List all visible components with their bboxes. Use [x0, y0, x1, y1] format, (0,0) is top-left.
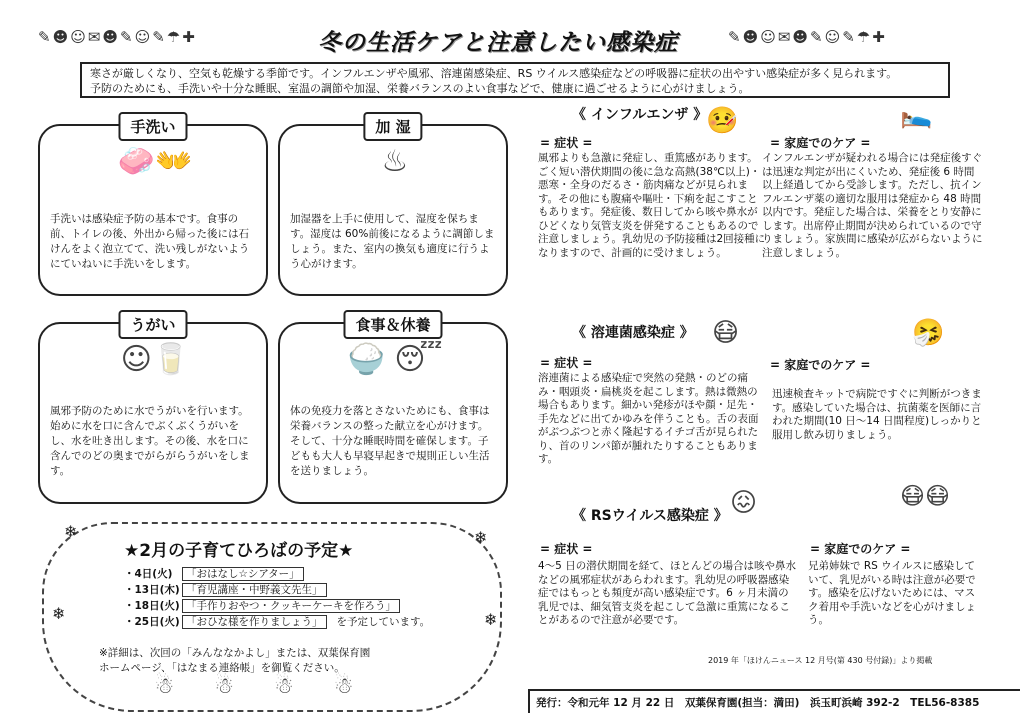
coughing-boy-illustration: 😖	[730, 488, 758, 518]
intro-line-1: 寒さが厳しくなり、空気も乾燥する季節です。インフルエンザや風邪、溶連菌感染症、RS ウイルス感染症などの呼吸器に症状の出やすい感染症が多く見られます。	[90, 67, 898, 80]
rsv-care-text: 兄弟姉妹で RS ウイルスに感染していて、乳児がいる時は注意が必要です。感染を広げないためには、マスク着用や手洗いなどを心がけましょう。	[808, 560, 976, 626]
schedule-title: ★2月の子育てひろばの予定★	[124, 541, 354, 561]
strep-care-label: = 家庭でのケア =	[770, 358, 871, 372]
influenza-care-text: インフルエンザが疑われる場合には発症後すぐは迅速な判定が出にくいため、発症後 6 時間以上経過してから受診します。ただし、抗インフルエンザ薬の適切な服用は発症から 48 時間以内です。発症した場合は、栄養をとり安静にします。出席停止期間が決められているので守りましょう。家族間に感染が広がらないように注意しましょう。	[762, 152, 983, 259]
masked-family-illustration: 😷😷	[900, 482, 951, 510]
schedule-panel	[42, 522, 502, 712]
schedule-suffix: を予定しています。	[336, 616, 431, 628]
strep-care-text: 迅速検査キットで病院ですぐに判断がつきます。感染していた場合は、抗菌薬を医師に言われた期間(10 日〜14 日間程度)しっかりと服用し飲み切りましょう。	[772, 388, 982, 441]
humidifier-illustration: ♨	[381, 144, 409, 179]
influenza-symptoms-label: = 症状 =	[540, 136, 593, 150]
intro-line-2: 予防のためにも、手洗いや十分な睡眠、室温の調節や加湿、栄養バランスのよい食事などで、健康に過ごせるように心がけましょう。	[90, 82, 750, 95]
influenza-title: 《 インフルエンザ 》	[572, 107, 708, 123]
publisher-footer: 発行：令和元年 12 月 22 日 双葉保育園(担当：満田) 浜玉町浜崎 392-2 TEL56-8385	[528, 689, 1020, 713]
influenza-care-label: = 家庭でのケア =	[770, 136, 871, 150]
schedule-item: ・18日(火) 「手作りおやつ・クッキーケーキを作ろう」	[124, 598, 400, 613]
meal-and-sleep-illustration: 🍚 😴	[347, 342, 443, 377]
coughing-child-illustration: 😷	[712, 318, 740, 348]
gargle-heading: うがい	[118, 310, 187, 339]
humidify-box	[278, 118, 508, 296]
meal-rest-text: 体の免疫力を落とさないためにも、食事は栄養バランスの整った献立を心がけます。そして、十分な睡眠時間を確保します。子どもも大人も早寝早起きで規則正しい生活を送りましょう。	[290, 405, 490, 477]
handwash-heading: 手洗い	[118, 112, 187, 141]
rsv-title: 《 RSウイルス感染症 》	[572, 508, 728, 524]
strep-title: 《 溶連菌感染症 》	[572, 325, 694, 341]
resting-child-illustration: 🛌	[900, 100, 933, 130]
snowflake-icon: ❄	[52, 604, 66, 623]
rsv-symptoms-text: 4〜5 日の潜伏期間を経て、ほとんどの場合は咳や鼻水などの風邪症状があらわれます。乳幼児の呼吸器感染症ではもっとも頻度が高い感染症です。6 ヶ月未満の乳児では、細気管支炎を起こして急激に重篤になることがあるので注意が必要です。	[538, 560, 796, 626]
intro-box	[80, 62, 950, 98]
schedule-item: ・25日(火) 「おひな様を作りましょう」 を予定しています。	[124, 616, 431, 628]
schedule-note	[99, 646, 370, 676]
humidify-text: 加湿器を上手に使用して、湿度を保ちます。湿度は 60%前後になるように調節しましょう。また、室内の換気も適度に行うよう心がけます。	[290, 213, 495, 270]
header-decoration-right: ✎☻☺✉☻✎☺✎☂✚	[728, 28, 887, 46]
sick-child-illustration: 🤒	[706, 106, 739, 136]
header-decoration-left: ✎☻☺✉☻✎☺✎☂✚	[38, 28, 197, 46]
gargling-child-illustration: ☺🥛	[120, 342, 190, 377]
schedule-item: ・4日(火) 「おはなし☆シアター」	[124, 566, 304, 581]
strep-symptoms-label: = 症状 =	[540, 356, 593, 370]
schedule-item: ・13日(木) 「育児講座・中野義文先生」	[124, 582, 327, 597]
schedule-note-line-1: ※詳細は、次回の「みんななかよし」または、双葉保育園	[99, 647, 371, 659]
meal-rest-box	[278, 316, 508, 504]
handwash-text: 手洗いは感染症予防の基本です。食事の前、トイレの後、外出から帰った後には石けんをよく泡立てて、洗い残しがないようにていねいに手洗いをします。	[50, 213, 250, 270]
snowflake-icon: ❄	[64, 522, 78, 541]
influenza-symptoms-text: 風邪よりも急激に発症し、重篤感があります。ごく短い潜伏期間の後に急な高熱(38℃以上)・悪寒・全身のだるさ・筋肉痛などが見られます。その他にも腹痛や嘔吐・下痢を起こすこともあります。発症後、数日してから咳や鼻水がひどくなり気管支炎を併発することもあるので注意しましょう。乳幼児の予防接種は2回接種になりますので、計画的に受けましょう。	[538, 152, 766, 259]
page-title: 冬の生活ケアと注意したい感染症	[318, 30, 678, 56]
source-credit: 2019 年「ほけんニュース 12 月号(第 430 号付録)」より掲載	[708, 656, 933, 665]
handwash-box	[38, 118, 268, 296]
schedule-note-line-2: ホームページ、「はなまる連絡帳」を御覧ください。	[99, 662, 345, 674]
rsv-care-label: = 家庭でのケア =	[810, 542, 911, 556]
strep-symptoms-text: 溶連菌による感染症で突然の発熱・のどの痛み・咽頭炎・扁桃炎を起こします。熱は微熱の場合もあります。細かい発疹がほや顔・足先・手先などに出てかゆみを伴うことも。舌の表面がぶつぶつと赤く隆起するイチゴ舌が見られたり、首のリンパ節が腫れたりすることもあります。	[538, 372, 759, 465]
snowflake-icon: ❄	[474, 528, 488, 547]
snowflake-icon: ❄	[484, 610, 498, 629]
handwashing-kids-illustration: 🧼👐	[117, 144, 193, 179]
humidify-heading: 加 湿	[363, 112, 422, 141]
rsv-symptoms-label: = 症状 =	[540, 542, 593, 556]
child-with-fever-illustration: 🤧	[912, 318, 945, 348]
gargle-box	[38, 316, 268, 504]
meal-rest-heading: 食事＆休養	[343, 310, 442, 339]
snowmen-illustration: ☃☃☃☃	[154, 674, 394, 699]
gargle-text: 風邪予防のために水でうがいを行います。始めに水を口に含んでぶくぶくうがいをし、水を吐き出します。その後、水を口に含んでのどの奥までがらがらうがいをします。	[50, 405, 250, 477]
